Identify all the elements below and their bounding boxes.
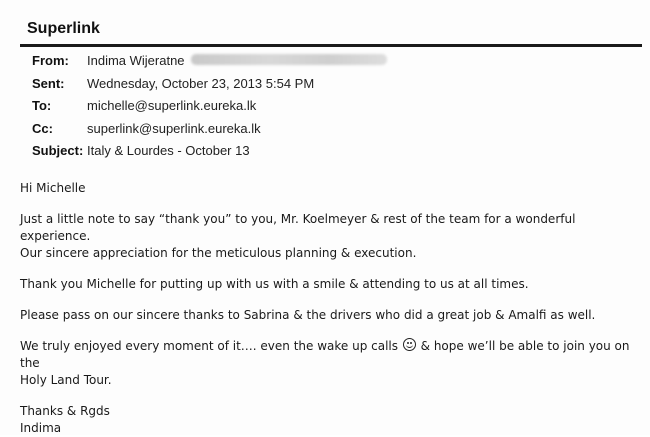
enjoyed-text-start: We truly enjoyed every moment of it…. even the wake up calls — [20, 339, 402, 353]
greeting: Hi Michelle — [20, 181, 86, 195]
signoff: Thanks & Rgds — [20, 404, 110, 418]
email-headers — [32, 53, 387, 166]
cc-label: Cc: — [32, 120, 53, 136]
sent-value: Wednesday, October 23, 2013 5:54 PM — [87, 75, 315, 91]
header-row-from — [32, 53, 387, 76]
paragraph-thank-you: Just a little note to say “thank you” to you, Mr. Koelmeyer & rest of the team for a wonderful experience. Our sincere appreciation for the meticulous planning & execution. — [20, 212, 576, 260]
header-row-cc — [32, 121, 387, 144]
header-row-to — [32, 98, 387, 121]
subject-value: Italy & Lourdes - October 13 — [87, 143, 250, 158]
paragraph-smile: Thank you Michelle for putting up with us with a smile & attending to us at all times. — [20, 277, 529, 291]
paragraph-sabrina: Please pass on our sincere thanks to Sabrina & the drivers who did a great job & Amalfi as well. — [20, 308, 596, 322]
header-row-subject — [32, 143, 387, 166]
to-label: To: — [32, 98, 52, 113]
subject-label: Subject: — [32, 143, 84, 158]
header-row-sent — [32, 76, 387, 99]
redacted-email-address — [191, 54, 387, 65]
sent-label: Sent: — [32, 75, 65, 91]
organization-title: Superlink — [27, 20, 100, 37]
cc-value: superlink@superlink.eureka.lk — [87, 120, 261, 136]
paragraph-enjoyed — [20, 338, 645, 389]
to-value: michelle@superlink.eureka.lk — [87, 98, 257, 113]
email-body — [20, 180, 645, 437]
signature: Indima — [20, 421, 62, 435]
from-value: Indima Wijeratne — [87, 53, 185, 68]
smiley-icon — [403, 338, 416, 351]
title-divider — [20, 44, 642, 47]
enjoyed-text-end: & hope we’ll be able to join you on the Holy Land Tour. — [20, 339, 630, 387]
from-label: From: — [32, 53, 69, 68]
